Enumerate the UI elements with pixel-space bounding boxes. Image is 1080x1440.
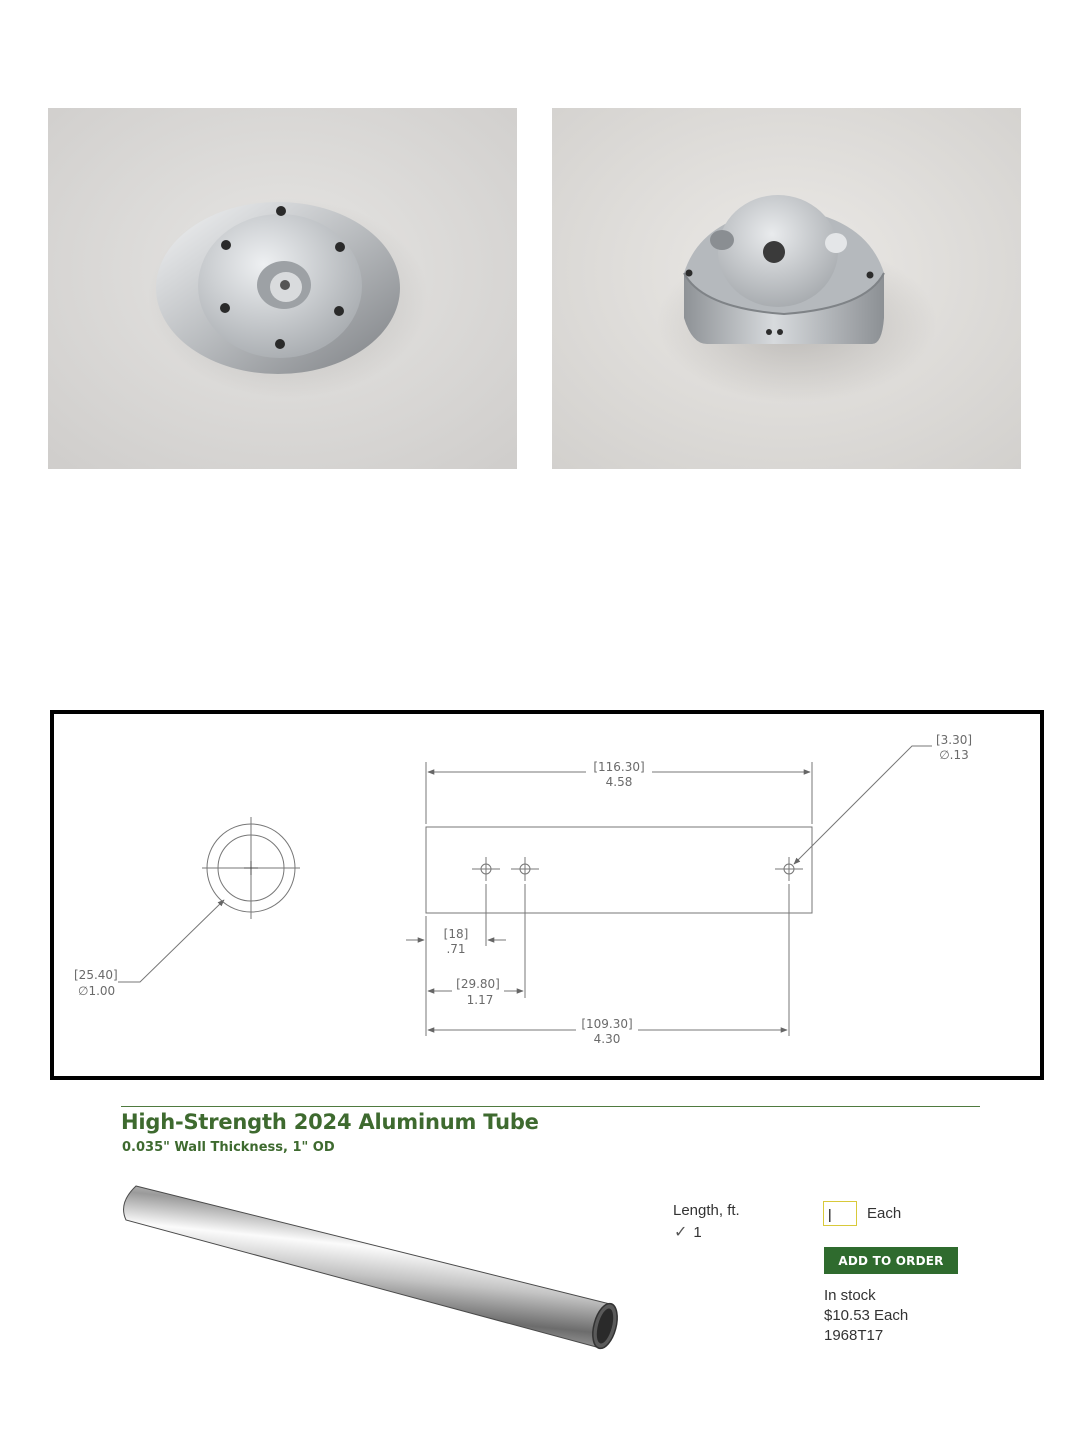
stock-status: In stock bbox=[824, 1287, 876, 1304]
length-value: 1 bbox=[693, 1224, 702, 1241]
hole1-position-mm: [18] bbox=[443, 927, 469, 941]
quantity-input[interactable] bbox=[823, 1201, 857, 1226]
part-number: 1968T17 bbox=[824, 1327, 884, 1344]
hole-marks bbox=[472, 857, 803, 881]
end-view-leader bbox=[118, 900, 224, 982]
hole-diameter-mm: [3.30] bbox=[935, 733, 973, 747]
length-label: Length, ft. bbox=[673, 1202, 740, 1219]
product-subtitle: 0.035" Wall Thickness, 1" OD bbox=[122, 1140, 335, 1155]
checkmark-icon: ✓ bbox=[674, 1224, 688, 1241]
hole-diameter-in: ∅.13 bbox=[939, 748, 969, 762]
price: $10.53 Each bbox=[824, 1307, 909, 1324]
product-title: High-Strength 2024 Aluminum Tube bbox=[121, 1110, 539, 1134]
hole2-position-mm: [29.80] bbox=[456, 977, 500, 991]
product-divider bbox=[121, 1106, 980, 1107]
length-option[interactable] bbox=[674, 1222, 702, 1242]
tube-side-view bbox=[426, 827, 812, 913]
aluminum-tube-image bbox=[112, 1176, 622, 1371]
add-to-order-button[interactable]: ADD TO ORDER bbox=[824, 1247, 958, 1274]
technical-drawing bbox=[50, 710, 1044, 1080]
end-view-dim-in: ∅1.00 bbox=[78, 984, 116, 998]
overall-length-mm: [116.30] bbox=[593, 760, 645, 774]
hole3-position-in: 4.30 bbox=[593, 1032, 621, 1046]
quantity-unit: Each bbox=[867, 1205, 902, 1222]
photo-aluminum-disc bbox=[48, 108, 517, 469]
photo-aluminum-block bbox=[552, 108, 1021, 469]
hole2-position-in: 1.17 bbox=[466, 993, 494, 1007]
hole3-position-mm: [109.30] bbox=[581, 1017, 633, 1031]
end-view-dim-mm: [25.40] bbox=[74, 968, 118, 982]
end-view-circle bbox=[202, 817, 300, 919]
hole1-position-in: .71 bbox=[446, 942, 466, 956]
overall-length-in: 4.58 bbox=[605, 775, 633, 789]
